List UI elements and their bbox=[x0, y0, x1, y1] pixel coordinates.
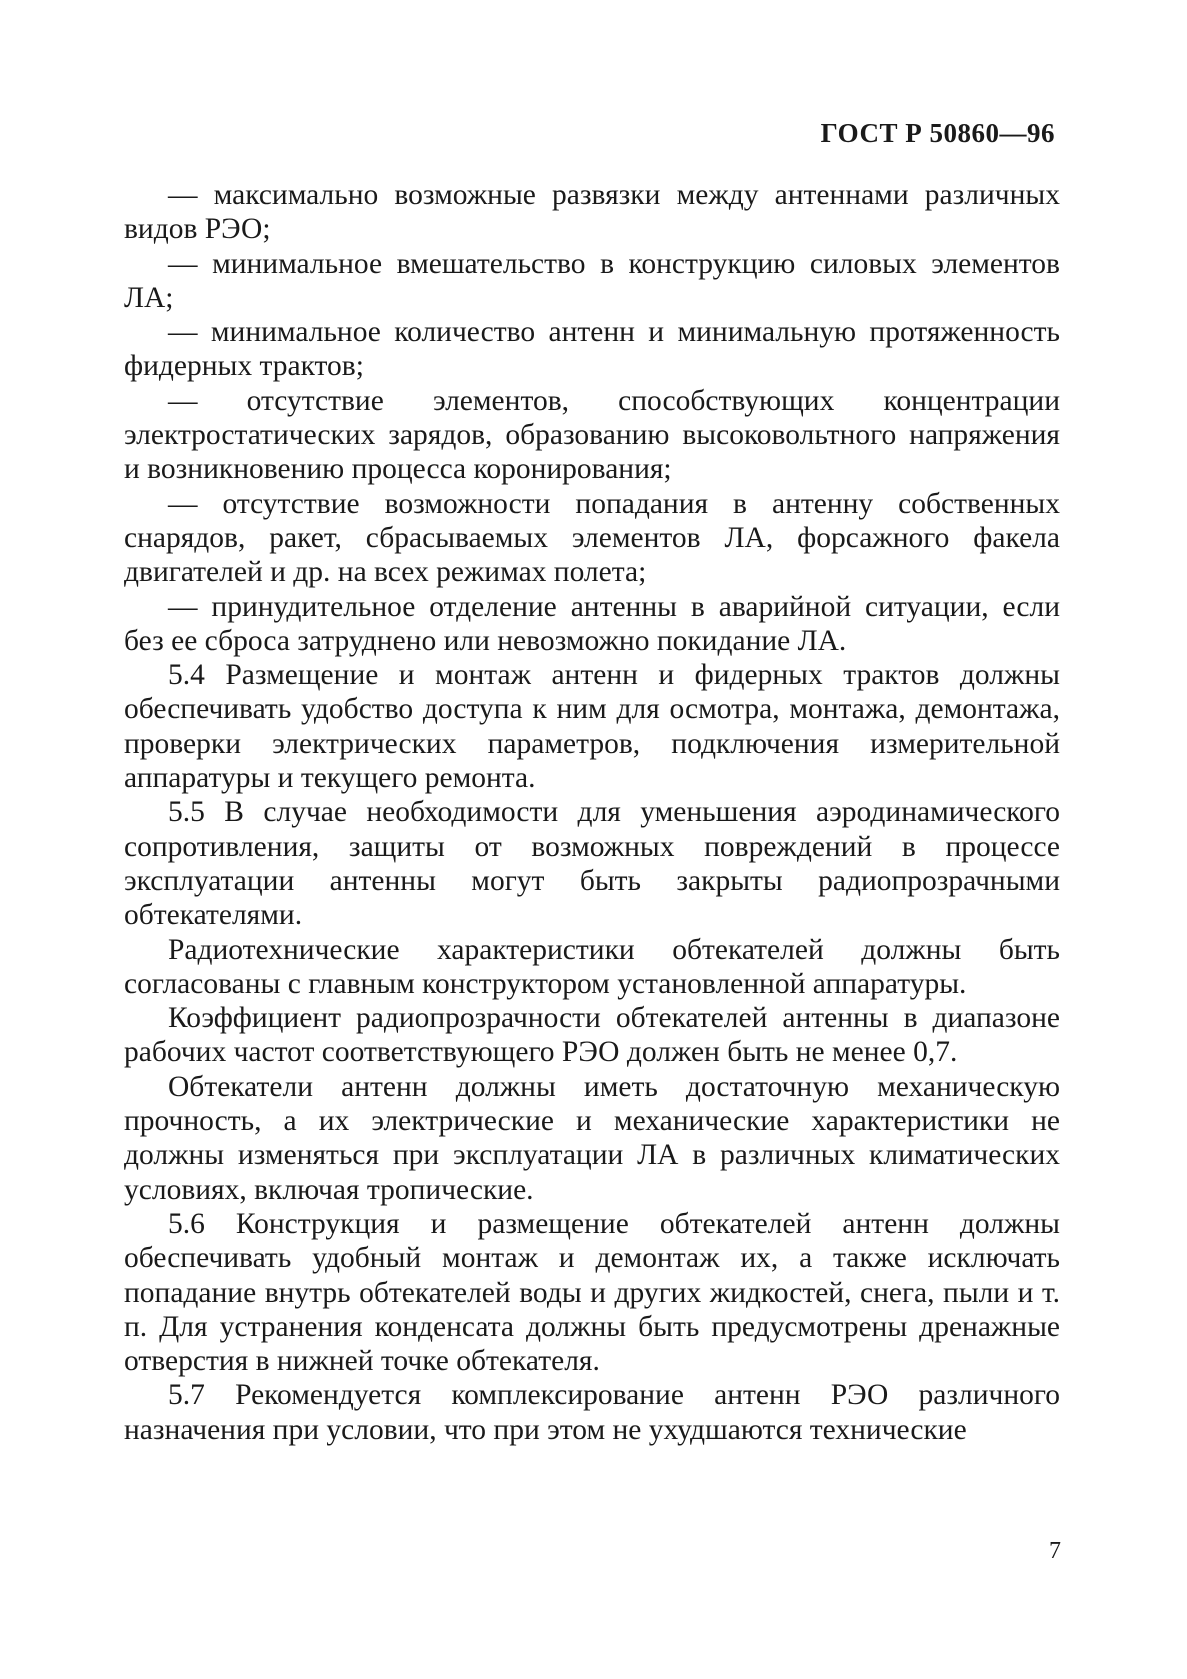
paragraph-forced-separation: — принудительное отделение антенны в аварийной ситуации, если без ее сброса затруднено или невозможно покидание ЛА. bbox=[124, 590, 1060, 657]
paragraph-minimal-antenna-count: — минимальное количество антенн и минимальную протяженность фидерных трактов; bbox=[124, 316, 1060, 383]
document-body bbox=[124, 178, 1060, 1447]
paragraph-transparency-coefficient: Коэффициент радиопрозрачности обтекателей антенны в диапазоне рабочих частот соответствующего РЭО должен быть не менее 0,7. bbox=[124, 1002, 1060, 1069]
paragraph-5-6: 5.6 Конструкция и размещение обтекателей антенн должны обеспечивать удобный монтаж и демонтаж их, а также исключать попадание внутрь обтекателей воды и других жидкостей, снега, пыли и т. п. Для устранения конденсата должны быть предусмотрены дренажные отверстия в нижней точке обтекателя. bbox=[124, 1207, 1060, 1378]
paragraph-no-charge-elements: — отсутствие элементов, способствующих концентрации электростатических зарядов, образованию высоковольтного напряжения и возникновению процесса коронирования; bbox=[124, 384, 1060, 486]
paragraph-minimal-intervention: — минимальное вмешательство в конструкцию силовых элементов ЛА; bbox=[124, 247, 1060, 314]
paragraph-radome-characteristics: Радиотехнические характеристики обтекателей должны быть согласованы с главным конструктором установленной аппаратуры. bbox=[124, 933, 1060, 1000]
paragraph-isolation: — максимально возможные развязки между антеннами различных видов РЭО; bbox=[124, 179, 1060, 246]
document-header: ГОСТ Р 50860—96 bbox=[820, 118, 1055, 148]
page-number: 7 bbox=[1049, 1538, 1061, 1564]
paragraph-5-7: 5.7 Рекомендуется комплексирование антенн РЭО различного назначения при условии, что при этом не ухудшаются технические bbox=[124, 1379, 1060, 1446]
paragraph-no-projectile-hit: — отсутствие возможности попадания в антенну собственных снарядов, ракет, сбрасываемых элементов ЛА, форсажного факела двигателей и др. на всех режимах полета; bbox=[124, 487, 1060, 589]
paragraph-5-4: 5.4 Размещение и монтаж антенн и фидерных трактов должны обеспечивать удобство доступа к ним для осмотра, монтажа, демонтажа, проверки электрических параметров, подключения измерительной аппаратуры и текущего ремонта. bbox=[124, 659, 1060, 795]
paragraph-mechanical-strength: Обтекатели антенн должны иметь достаточную механическую прочность, а их электрические и механические характеристики не должны изменяться при эксплуатации ЛА в различных климатических условиях, включая тропические. bbox=[124, 1070, 1060, 1206]
paragraph-5-5: 5.5 В случае необходимости для уменьшения аэродинамического сопротивления, защиты от возможных повреждений в процессе эксплуатации антенны могут быть закрыты радиопрозрачными обтекателями. bbox=[124, 796, 1060, 932]
